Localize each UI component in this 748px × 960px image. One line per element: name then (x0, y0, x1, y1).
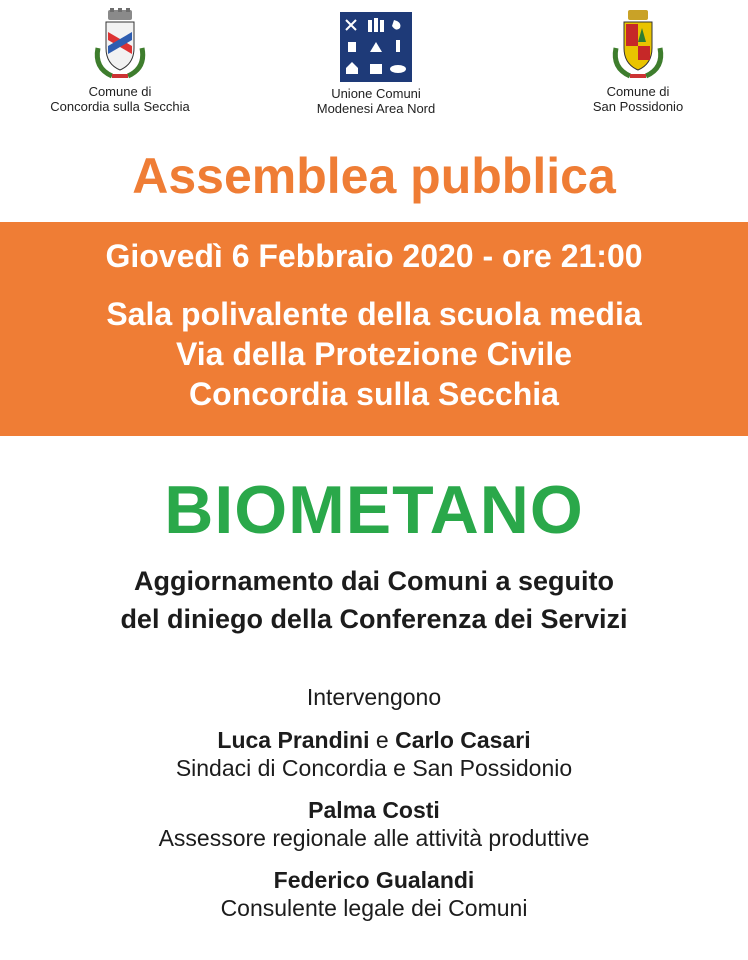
speaker-name: Luca Prandini (217, 727, 370, 753)
subtitle-line2: del diniego della Conferenza dei Servizi (120, 604, 628, 634)
logo-san-possidonio-line1: Comune di (606, 84, 670, 99)
topic-title: BIOMETANO (164, 472, 584, 548)
logo-concordia (20, 8, 220, 114)
logo-unione-line2: Modenesi Area Nord (316, 101, 436, 116)
event-place-line2: Via della Protezione Civile (176, 336, 572, 372)
logo-concordia-line1: Comune di (88, 84, 152, 99)
speaker-joiner: e (369, 727, 396, 753)
speaker-entry (0, 866, 748, 922)
logo-concordia-line2: Concordia sulla Secchia (50, 99, 190, 114)
concordia-coat-of-arms-icon (90, 8, 150, 80)
logo-san-possidonio-line2: San Possidonio (592, 99, 684, 114)
speaker-names (0, 796, 748, 824)
speaker-role: Sindaci di Concordia e San Possidonio (175, 755, 573, 781)
speaker-name: Palma Costi (308, 797, 440, 823)
event-place-line1: Sala polivalente della scuola media (106, 296, 642, 332)
speaker-name: Carlo Casari (395, 727, 531, 753)
logo-san-possidonio (538, 8, 738, 114)
logo-header (0, 0, 748, 130)
event-place-line3: Concordia sulla Secchia (189, 376, 559, 412)
headline: Assemblea pubblica (132, 148, 616, 204)
event-details-band (0, 222, 748, 436)
speaker-names (0, 726, 748, 754)
speaker-role: Consulente legale dei Comuni (220, 895, 528, 921)
event-date-time: Giovedì 6 Febbraio 2020 - ore 21:00 (105, 238, 643, 274)
san-possidonio-coat-of-arms-icon (608, 8, 668, 80)
speaker-entry (0, 796, 748, 852)
subtitle-line1: Aggiornamento dai Comuni a seguito (133, 566, 614, 596)
speaker-names (0, 866, 748, 894)
speaker-entry (0, 726, 748, 782)
union-emblem-grid-icon (340, 12, 412, 82)
speaker-role: Assessore regionale alle attività produttive (158, 825, 590, 851)
subtitle (0, 562, 748, 638)
speaker-name: Federico Gualandi (273, 867, 475, 893)
speakers-intro: Intervengono (306, 684, 442, 710)
logo-unione-line1: Unione Comuni (331, 86, 421, 101)
speakers-section (0, 682, 748, 922)
logo-unione (276, 12, 476, 116)
